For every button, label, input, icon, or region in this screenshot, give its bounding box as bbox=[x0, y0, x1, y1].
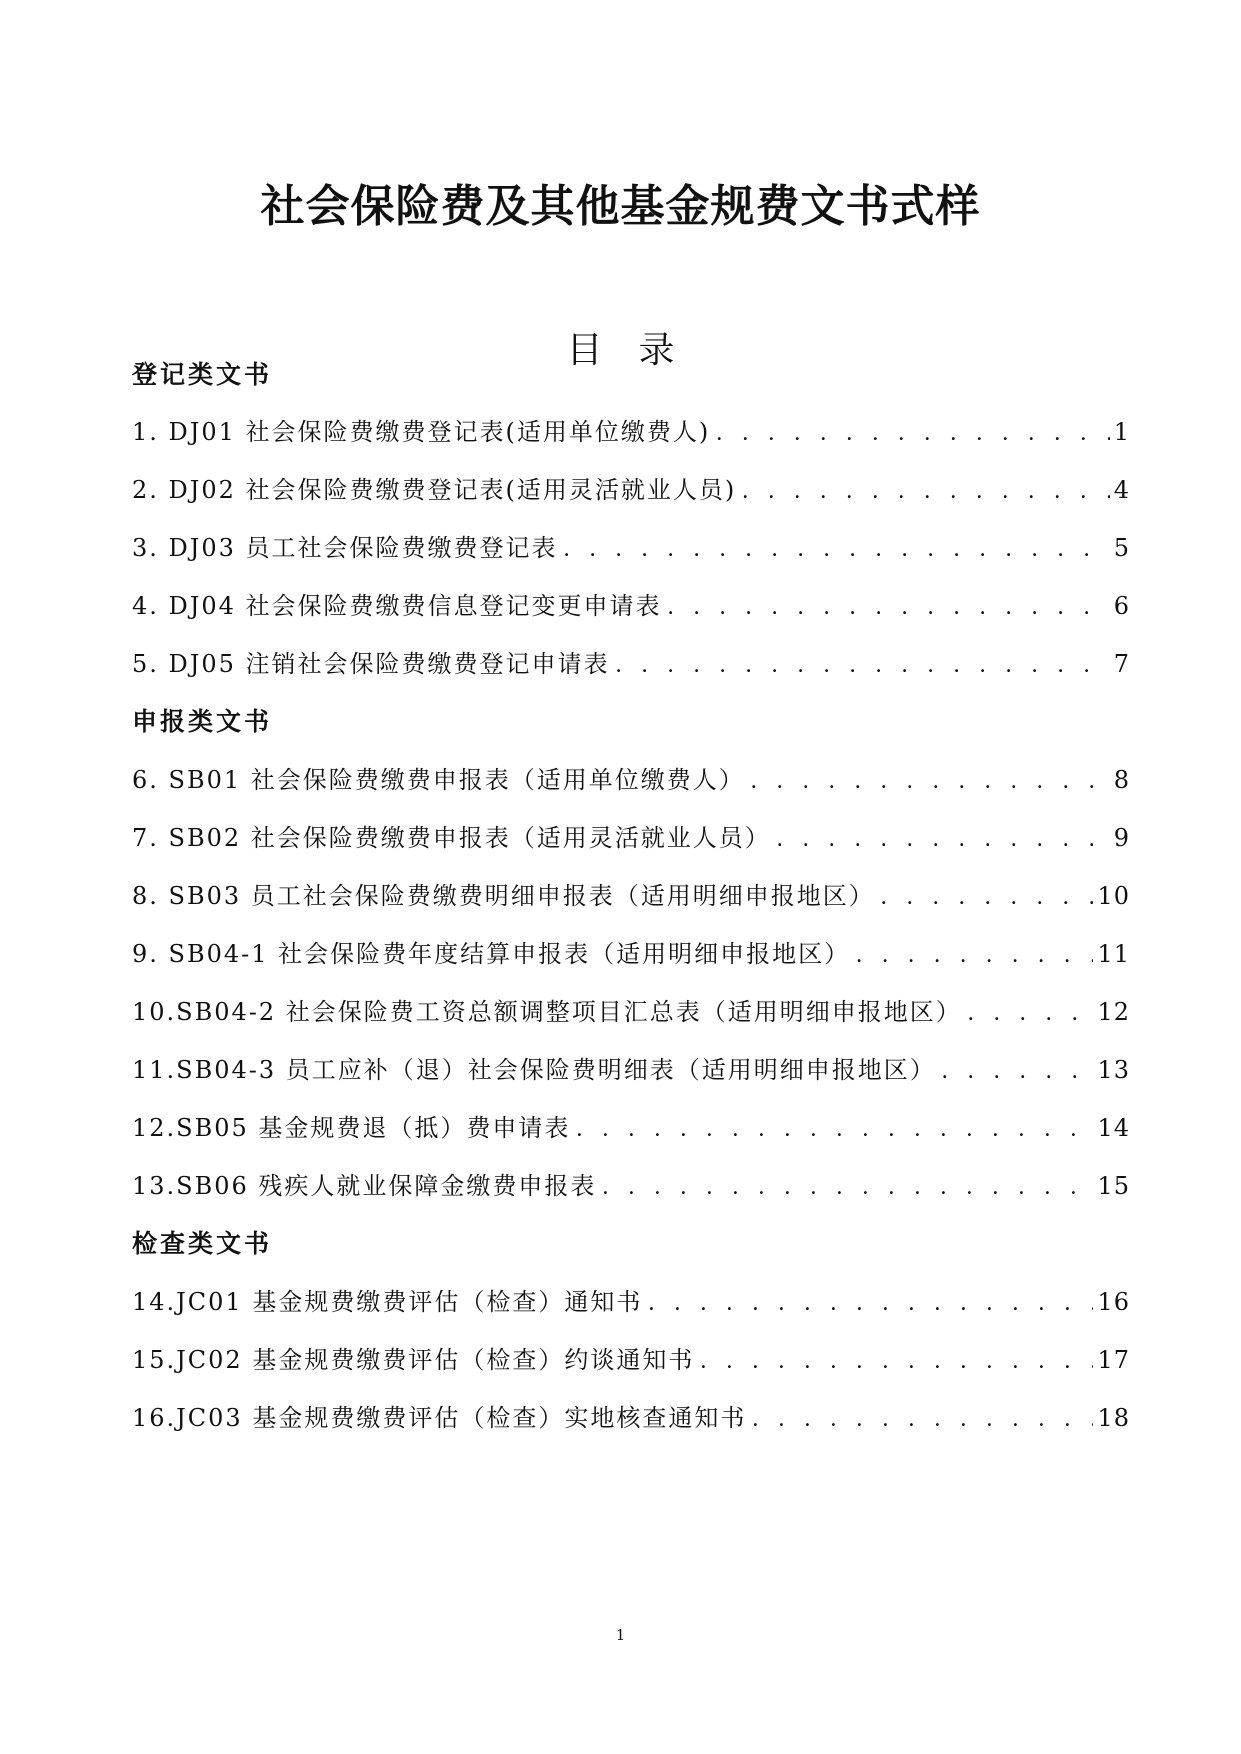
document-title: 社会保险费及其他基金规费文书式样 bbox=[260, 181, 981, 232]
dot-leader bbox=[881, 884, 1094, 911]
toc-entry[interactable] bbox=[132, 992, 1130, 1027]
toc-entry-label: 9. SB04-1 社会保险费年度结算申报表（适用明细申报地区） bbox=[132, 940, 851, 968]
toc-entry-page: 16 bbox=[1097, 1288, 1130, 1316]
dot-leader bbox=[856, 942, 1093, 969]
toc-entry-label: 10.SB04-2 社会保险费工资总额调整项目汇总表（适用明细申报地区） bbox=[132, 998, 962, 1026]
toc-entry[interactable] bbox=[132, 1340, 1130, 1375]
toc-entry[interactable] bbox=[132, 528, 1130, 563]
toc-entry-page: 14 bbox=[1097, 1114, 1130, 1142]
toc-entry-label: 12.SB05 基金规费退（抵）费申请表 bbox=[132, 1114, 571, 1142]
dot-leader bbox=[777, 826, 1110, 853]
dot-leader bbox=[602, 1174, 1093, 1201]
toc-entry[interactable] bbox=[132, 818, 1130, 853]
dot-leader bbox=[576, 1116, 1093, 1143]
dot-leader bbox=[968, 1000, 1094, 1027]
toc-entry-page: 4 bbox=[1113, 476, 1130, 504]
toc-entry-label: 6. SB01 社会保险费缴费申报表（适用单位缴费人） bbox=[132, 766, 745, 794]
toc-entry-label: 16.JC03 基金规费缴费评估（检查）实地核查通知书 bbox=[132, 1404, 747, 1432]
toc-entry-label: 4. DJ04 社会保险费缴费信息登记变更申请表 bbox=[132, 592, 662, 620]
toc-entry-label: 7. SB02 社会保险费缴费申报表（适用灵活就业人员） bbox=[132, 824, 771, 852]
dot-leader bbox=[752, 1406, 1093, 1433]
toc-entry-label: 5. DJ05 注销社会保险费缴费登记申请表 bbox=[132, 650, 610, 678]
dot-leader bbox=[716, 420, 1109, 447]
toc-entry-page: 7 bbox=[1113, 650, 1130, 678]
dot-leader bbox=[648, 1290, 1093, 1317]
toc-entry-label: 2. DJ02 社会保险费缴费登记表(适用灵活就业人员) bbox=[132, 476, 737, 504]
toc-entry-page: 9 bbox=[1113, 824, 1130, 852]
toc-entry-page: 15 bbox=[1097, 1172, 1130, 1200]
toc-entry-label: 13.SB06 残疾人就业保障金缴费申报表 bbox=[132, 1172, 597, 1200]
toc-entry[interactable] bbox=[132, 412, 1130, 447]
toc-entry-page: 18 bbox=[1097, 1404, 1130, 1432]
dot-leader bbox=[700, 1348, 1093, 1375]
dot-leader bbox=[942, 1058, 1094, 1085]
toc-entry-page: 13 bbox=[1097, 1056, 1130, 1084]
toc-entry[interactable] bbox=[132, 586, 1130, 621]
dot-leader bbox=[751, 768, 1110, 795]
section-heading-registration: 登记类文书 bbox=[132, 360, 273, 389]
toc-entry-page: 8 bbox=[1113, 766, 1130, 794]
toc-entry-page: 5 bbox=[1113, 534, 1130, 562]
toc-entry-page: 11 bbox=[1097, 940, 1130, 968]
dot-leader bbox=[616, 652, 1110, 679]
toc-entry-page: 10 bbox=[1097, 882, 1130, 910]
toc-entry[interactable] bbox=[132, 934, 1130, 969]
toc-entry-page: 17 bbox=[1097, 1346, 1130, 1374]
toc-entry[interactable] bbox=[132, 1108, 1130, 1143]
page-number: 1 bbox=[615, 1626, 626, 1644]
toc-entry[interactable] bbox=[132, 876, 1130, 911]
toc-entry-label: 3. DJ03 员工社会保险费缴费登记表 bbox=[132, 534, 558, 562]
toc-entry[interactable] bbox=[132, 1050, 1130, 1085]
toc-entry[interactable] bbox=[132, 1398, 1130, 1433]
toc-entry[interactable] bbox=[132, 644, 1130, 679]
toc-entry-label: 8. SB03 员工社会保险费缴费明细申报表（适用明细申报地区） bbox=[132, 882, 875, 910]
dot-leader bbox=[564, 536, 1110, 563]
toc-entry[interactable] bbox=[132, 470, 1130, 505]
toc-entry-label: 14.JC01 基金规费缴费评估（检查）通知书 bbox=[132, 1288, 643, 1316]
toc-entry-label: 15.JC02 基金规费缴费评估（检查）约谈通知书 bbox=[132, 1346, 695, 1374]
dot-leader bbox=[668, 594, 1110, 621]
toc-entry-page: 6 bbox=[1113, 592, 1130, 620]
dot-leader bbox=[742, 478, 1109, 505]
toc-entry[interactable] bbox=[132, 760, 1130, 795]
toc-entry[interactable] bbox=[132, 1166, 1130, 1201]
toc-entry-page: 1 bbox=[1113, 418, 1130, 446]
toc-entry-label: 11.SB04-3 员工应补（退）社会保险费明细表（适用明细申报地区） bbox=[132, 1056, 936, 1084]
toc-entry-page: 12 bbox=[1097, 998, 1130, 1026]
toc-entry[interactable] bbox=[132, 1282, 1130, 1317]
section-heading-declaration: 申报类文书 bbox=[132, 707, 273, 736]
toc-heading: 目录 bbox=[566, 330, 711, 371]
toc-entry-label: 1. DJ01 社会保险费缴费登记表(适用单位缴费人) bbox=[132, 418, 711, 446]
section-heading-inspection: 检查类文书 bbox=[132, 1229, 273, 1258]
